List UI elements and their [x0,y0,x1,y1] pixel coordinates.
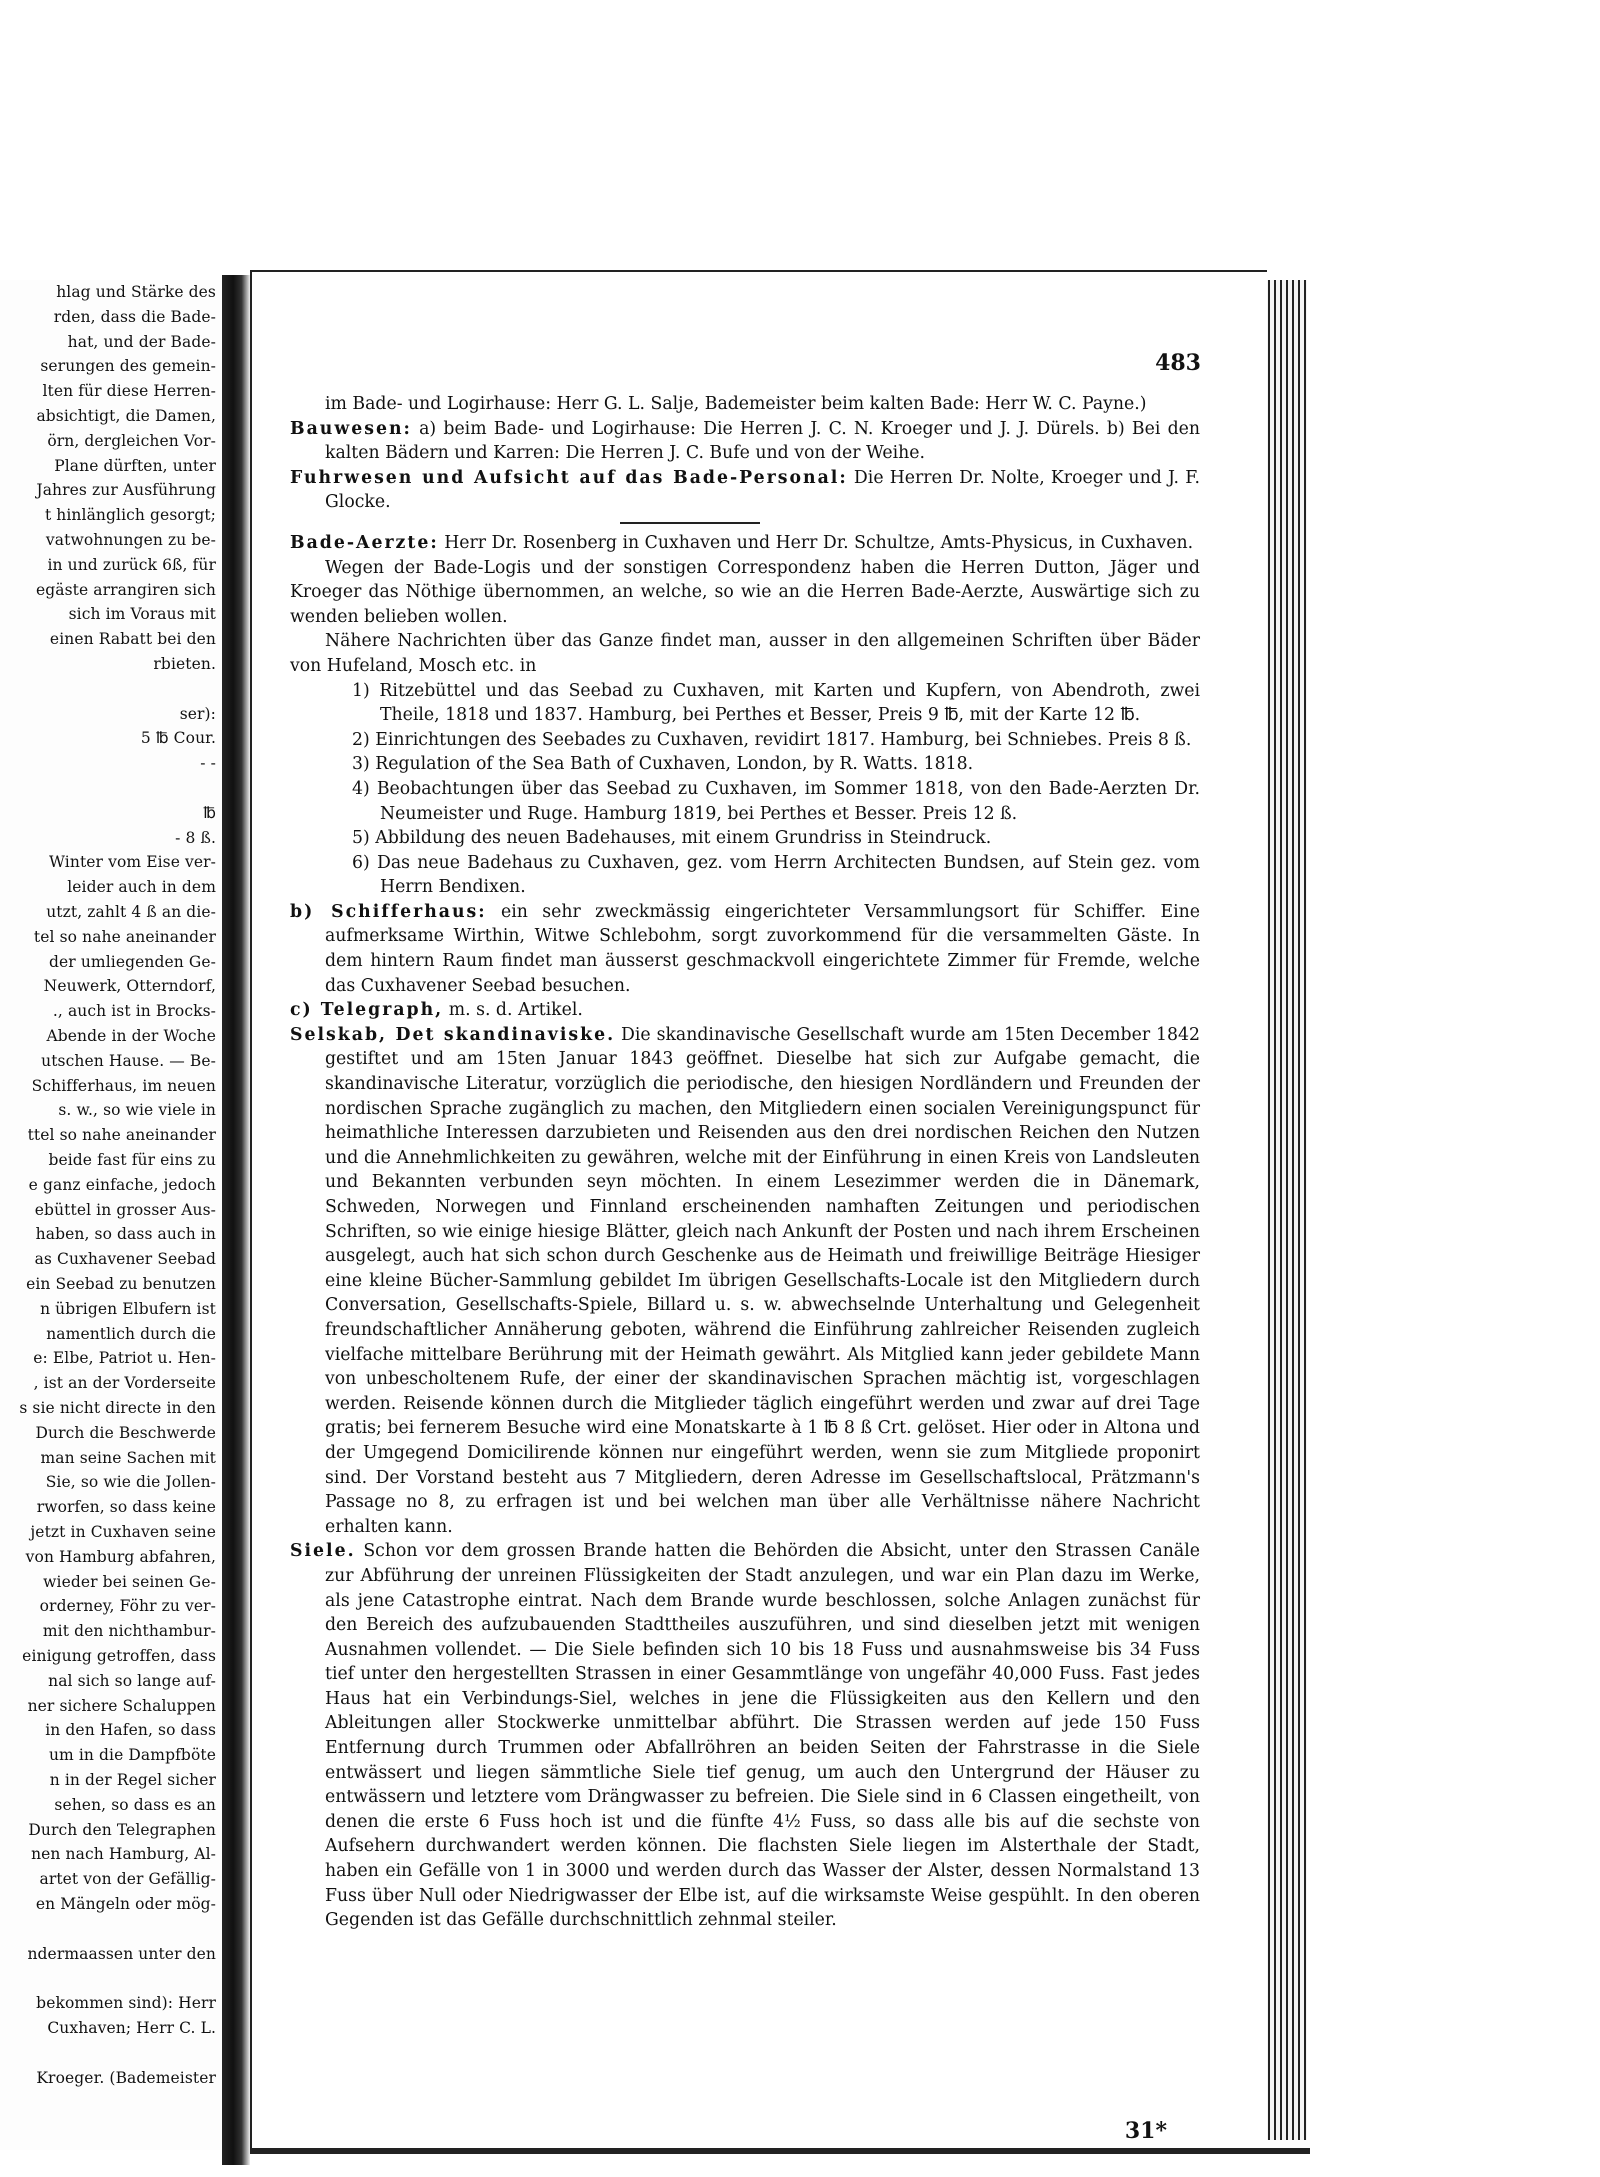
entry-text: Schon vor dem grossen Brande hatten die Behörden die Absicht, unter den Strassen Canäle zur Abführung der unreinen Flüssigkeiten der Stadt anzulegen, und war ein Plan dazu im Werke, als jene Catastrophe eintrat. Nach dem Brande wurde beschlossen, solche Anlagen zunächst für den Bereich des aufzubauenden Stadttheiles auszuführen, und sind dieselben jetzt mit wenigen Ausnahmen vollendet. — Die Siele befinden sich 10 bis 18 Fuss und ausnahmsweise bis 34 Fuss tief unter den hergestellten Strassen in einer Gesammtlänge von ungefähr 40,000 Fuss. Fast jedes Haus hat ein Verbindungs-Siel, welches in jene die Flüssigkeiten aus den Kellern und den Ableitungen aller Stockwerke unmittelbar abführt. Die Strassen werden auf jede 150 Fuss Entfernung durch Trummen oder Abfallröhren an beiden Seiten der Fahrstrasse in die Siele entwässert und liegen sämmtliche Siele tief genug, um auch den Untergrund der Häuser zu entwässern und letztere vom Drängwasser zu befreien. Die Siele sind in 6 Classen eingetheilt, von denen die erste 6 Fuss hoch ist und die fünfte 4½ Fuss, so dass alle bis auf die sechste von Aufsehern durchwandert werden können. Die flachsten Siele liegen im Alsterthale der Stadt, haben ein Gefälle von 1 in 3000 und werden durch das Wasser der Alster, dessen Normalstand 13 Fuss über Null oder Niedrigwasser der Elbe ist, auf die wirksamste Weise gespühlt. In den oberen Gegenden ist das Gefälle durchschnittlich zehnmal steiler. [325,1541,1200,1931]
left-page-line: Schifferhaus, im neuen [31,1076,216,1095]
text-paragraph [290,752,1200,777]
entry-heading: Siele. [290,1541,356,1562]
page-edges [1262,280,1307,2140]
entry-text: a) beim Bade- und Logirhause: Die Herren J. C. N. Kroeger und J. J. Dürels. b) Bei den kalten Bädern und Karren: Die Herren J. C. Bufe und von der Weihe. [325,418,1200,464]
entry-heading: c) Telegraph, [290,1000,444,1021]
text-paragraph [290,417,1200,466]
left-page-line: t hinlänglich gesorgt; [44,506,216,525]
left-page-line: Winter vom Eise ver- [49,853,216,872]
entry-text: ein sehr zweckmässig eingerichteter Versammlungsort für Schiffer. Eine aufmerksame Wirthin, Witwe Schlebohm, sorgt zuvorkommend für die versammelten Gäste. In dem hintern Raum findet man äusserst geschmackvoll eingerichtete Zimmer für Fremde, welche das Cuxhavener Seebad besuchen. [325,901,1200,996]
left-page-line: Cuxhaven; Herr C. L. [47,2019,216,2037]
left-page-line: bekommen sind): Herr [36,1994,216,2013]
left-page-fragment [0,280,222,2150]
page-body [290,392,1200,1933]
left-page-line: örn, dergleichen Vor- [47,431,216,450]
left-page-line: - - [200,754,216,773]
left-page-line: artet von der Gefällig- [39,1870,216,1889]
left-page-line: ser): [179,704,216,723]
text-paragraph [290,531,1200,556]
entry-text: 5) Abbildung des neuen Badehauses, mit einem Grundriss in Steindruck. [352,828,992,849]
entry-text: 1) Ritzebüttel und das Seebad zu Cuxhaven, mit Karten und Kupfern, von Abendroth, zwei Theile, 1818 und 1837. Hamburg, bei Perthes et Besser, Preis 9 ℔, mit der Karte 12 ℔. [352,680,1200,726]
text-paragraph [290,777,1200,826]
left-page-line: ndermaassen unter den [27,1944,216,1963]
left-page-line: 5 ℔ Cour. [140,729,216,748]
left-page-line: namentlich durch die [46,1324,216,1343]
left-page-line: in den Hafen, so dass [45,1721,216,1740]
left-page-line: mit den nichthambur- [42,1622,216,1641]
left-page-line: n in der Regel sicher [49,1771,216,1789]
text-paragraph [290,679,1200,728]
left-page-line: as Cuxhavener Seebad [34,1250,216,1269]
left-page-line: e ganz einfache, jedoch [28,1175,216,1194]
entry-text: 2) Einrichtungen des Seebades zu Cuxhaven, revidirt 1817. Hamburg, bei Schniebes. Preis 8 ß. [352,729,1192,750]
left-page-line: s. w., so wie viele in [58,1101,216,1120]
left-page-line: ttel so nahe aneinander [27,1126,216,1145]
text-paragraph [290,728,1200,753]
left-page-line: ner sichere Schaluppen [27,1696,216,1715]
entry-text: im Bade- und Logirhause: Herr G. L. Salje, Bademeister beim kalten Bade: Herr W. C. Payne.) [325,394,1147,414]
left-page-line: von Hamburg abfahren, [25,1547,216,1566]
left-page-line: man seine Sachen mit [40,1448,216,1467]
entry-heading: Selskab, Det skandinaviske. [290,1024,616,1045]
entry-text: m. s. d. Artikel. [443,1000,583,1021]
left-page-line: rworfen, so dass keine [36,1498,216,1517]
left-page-line: rbieten. [153,655,216,673]
left-page-line: serungen des gemein- [40,357,216,376]
text-paragraph [290,900,1200,998]
left-page-line: utzt, zahlt 4 ß an die- [46,903,216,921]
entry-text: Die skandinavische Gesellschaft wurde am 15ten December 1842 gestiftet und am 15ten Januar 1843 geöffnet. Dieselbe hat sich zur Aufgabe gemacht, die skandinavische Literatur, vorzüglich die periodische, den hiesigen Nordländern und Freunden der nordischen Sprache zugänglich zu machen, den Mitgliedern einen socialen Vereinigungspunct für heimathliche Interessen darzubieten und Reisenden aus den drei nordischen Reichen den Nutzen und die Annehmlichkeiten zu gewähren, welche mit der Einführung in einen Kreis von Landsleuten und Bekannten verbunden seyn möchten. In einem Lesezimmer werden die in Dänemark, Schweden, Norwegen und Finnland erscheinenden namhaften Zeitungen und periodischen Schriften, so wie einige hiesige Blätter, gleich nach Ankunft der Posten und nach ihrem Erscheinen ausgelegt, auch hat sich schon durch Geschenke aus de Heimath und freiwillige Beiträge Hiesiger eine kleine Bücher-Sammlung gebildet Im übrigen Gesellschafts-Locale ist den Mitgliedern durch Conversation, Gesellschafts-Spiele, Billard u. s. w. abwechselnde Unterhaltung und Gelegenheit freundschaftlicher Annäherung geboten, während die Einführung zahlreicher Reisenden zugleich vielfache mittelbare Berührung mit der Heimath gewährt. Als Mitglied kann jeder gebildete Mann von unbescholtenem Rufe, der einer der skandinavischen Sprachen mächtig ist, vorgeschlagen werden. Reisende können durch die Mitglieder täglich eingeführt werden und zwar auf drei Tage gratis; bei fernerem Besuche wird eine Monatskarte à 1 ℔ 8 ß Crt. gelöset. Hier oder in Altona und der Umgegend Domicilirende können nur eingeführt werden, wenn sie zum Mitgliede proponirt sind. Der Vorstand besteht aus 7 Mitgliedern, deren Adresse im Gesellschaftslocal, Prätzmann's Passage no 8, zu erfragen ist und bei welchen man über alle Verhältnisse nähere Nachricht erhalten kann. [325,1024,1200,1537]
text-paragraph [290,392,1200,417]
left-page-line: Durch den Telegraphen [28,1820,216,1839]
left-page-line: leider auch in dem [67,878,216,897]
text-paragraph [290,851,1200,900]
left-page-line: Neuwerk, Otterndorf, [43,977,216,996]
entry-heading: Bade-Aerzte: [290,532,439,553]
left-page-line: Jahres zur Ausführung [36,481,216,500]
left-page-line: ein Seebad zu benutzen [26,1275,216,1293]
left-page-line: jetzt in Cuxhaven seine [30,1523,216,1541]
left-page-line: haben, so dass auch in [35,1225,216,1244]
entry-heading: b) Schifferhaus: [290,901,487,922]
left-page-line: hat, und der Bade- [67,332,216,351]
left-page-line: en Mängeln oder mög- [35,1895,216,1913]
left-page-line: einigung getroffen, dass [22,1647,216,1665]
left-page-line: tel so nahe aneinander [33,927,216,946]
left-page-line: einen Rabatt bei den [49,630,216,649]
left-page-line: beide fast für eins zu [48,1151,216,1169]
entry-text: 3) Regulation of the Sea Bath of Cuxhaven, London, by R. Watts. 1818. [352,754,974,775]
left-page-line: hlag und Stärke des [56,283,216,301]
left-page-line: Plane dürften, unter [54,456,216,475]
left-page-line: rden, dass die Bade- [53,307,216,326]
entry-text: Nähere Nachrichten über das Ganze findet man, ausser in den allgemeinen Schriften über Bäder von Hufeland, Mosch etc. in [290,631,1200,676]
left-page-line: ., auch ist in Brocks- [52,1002,216,1021]
left-page-line: s sie nicht directe in den [19,1399,216,1417]
left-page-line: ebüttel in grosser Aus- [34,1200,216,1219]
left-page-line: wieder bei seinen Ge- [43,1572,216,1591]
page-number: 483 [1155,350,1201,376]
left-page-line: sehen, so dass es an [54,1795,216,1814]
entry-text: Herr Dr. Rosenberg in Cuxhaven und Herr Dr. Schultze, Amts-Physicus, in Cuxhaven. [438,532,1194,553]
text-paragraph [290,1023,1200,1539]
section-rule [620,522,760,524]
printer-signature: 31* [1124,2118,1167,2144]
left-page-line: egäste arrangiren sich [35,580,216,599]
right-page [250,270,1267,2152]
left-page-line: Kroeger. (Bademeister [36,2068,216,2087]
text-paragraph [290,466,1200,515]
text-paragraph [290,629,1200,678]
text-paragraph [290,998,1200,1023]
left-page-line: der umliegenden Ge- [49,952,216,971]
bottom-edge [250,2148,1310,2154]
left-page-line: ℔ [203,803,216,822]
text-paragraph [290,1539,1200,1933]
left-page-line: Abende in der Woche [46,1027,216,1045]
entry-text: Die Herren Dr. Nolte, Kroeger und J. F. Glocke. [325,467,1201,513]
left-page-line: nal sich so lange auf- [48,1671,216,1690]
left-page-line: absichtigt, die Damen, [36,407,216,425]
left-page-line: nen nach Hamburg, Al- [31,1845,216,1864]
book-gutter [222,275,250,2165]
text-paragraph [290,826,1200,851]
left-page-line: , ist an der Vorderseite [33,1374,216,1393]
left-page-line: utschen Hause. — Be- [41,1051,216,1070]
left-page-line: Durch die Beschwerde [35,1423,216,1442]
entry-heading: Bauwesen: [290,418,412,439]
left-page-line: lten für diese Herren- [42,382,216,401]
entry-text: Wegen der Bade-Logis und der sonstigen Correspondenz haben die Herren Dutton, Jäger und Kroeger das Nöthige übernommen, an welche, so wie an die Herren Bade-Aerzte, Auswärtige sich zu wenden belieben wollen. [290,557,1200,627]
left-page-line: e: Elbe, Patriot u. Hen- [33,1349,216,1368]
left-page-line: orderney, Föhr zu ver- [39,1597,216,1616]
left-page-line: - 8 ß. [175,828,216,847]
left-page-line: in und zurück 6ß, für [47,555,216,574]
left-page-line: vatwohnungen zu be- [45,531,216,549]
left-page-line: um in die Dampfböte [48,1746,216,1765]
entry-heading: Fuhrwesen und Aufsicht auf das Bade-Personal: [290,467,848,488]
left-page-line: n übrigen Elbufern ist [40,1299,216,1318]
text-paragraph [290,556,1200,630]
entry-text: 6) Das neue Badehaus zu Cuxhaven, gez. vom Herrn Architecten Bundsen, auf Stein gez. vom Herrn Bendixen. [352,852,1200,898]
left-page-line: Sie, so wie die Jollen- [45,1473,216,1492]
left-page-line: sich im Voraus mit [68,605,216,624]
entry-text: 4) Beobachtungen über das Seebad zu Cuxhaven, im Sommer 1818, von den Bade-Aerzten Dr. Neumeister und Ruge. Hamburg 1819, bei Perthes et Besser. Preis 12 ß. [352,778,1200,824]
